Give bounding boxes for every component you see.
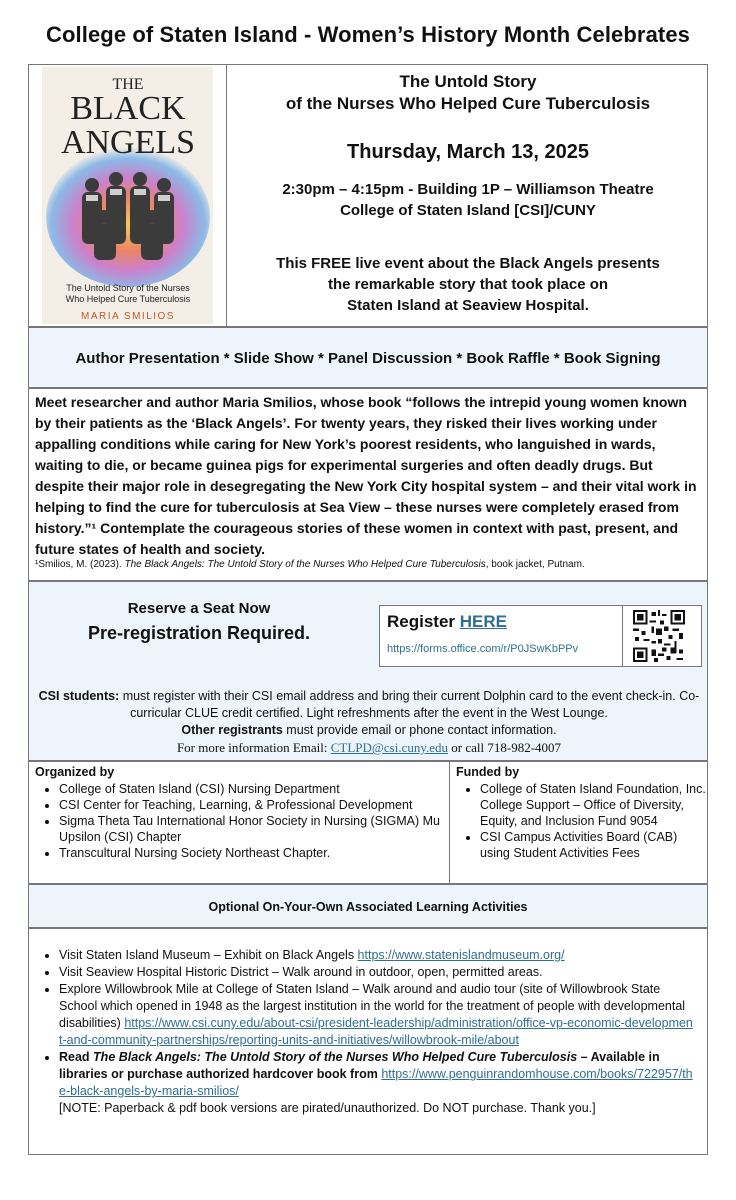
info-prefix: For more information Email: — [176, 740, 331, 755]
funder-item: • CSI Campus Activities Board (CAB) using Student Activities Fees — [480, 829, 709, 861]
register-box — [379, 605, 702, 667]
student-instructions — [35, 688, 703, 756]
footnote-title: The Black Angels: The Untold Story of the Nurses Who Helped Cure Tuberculosis — [124, 559, 486, 570]
cover-title-line1: THE — [112, 76, 144, 93]
penguin-link[interactable]: https://www.penguinrandomhouse.com/books/722957/the-black-angels-by-maria-smilios/ — [59, 1067, 693, 1098]
organizer-item: • CSI Center for Teaching, Learning, & Professional Development — [59, 797, 449, 813]
optional-activities-section — [28, 928, 708, 1155]
activities-banner — [28, 327, 708, 388]
cover-title-line2: BLACK — [70, 90, 186, 127]
activity-item-willowbrook — [59, 981, 695, 1049]
cover-subtitle-line2: Who Helped Cure Tuberculosis — [65, 294, 191, 304]
reserve-seat-text: Reserve a Seat Now — [127, 600, 271, 617]
activity-willowbrook-text: Explore Willowbrook Mile at College of Staten Island – Walk around and audio tour (site of Willowbrook State School which opened in 1948 as the largest institution in the world for the treatment of people with developmental disabilities) — [59, 982, 686, 1030]
organizers-section — [28, 761, 708, 884]
cover-title-line3: ANGELS — [60, 124, 196, 161]
organizer-item: • College of Staten Island (CSI) Nursing Department — [59, 781, 449, 797]
organized-by-heading: Organized by — [35, 765, 115, 779]
more-info — [35, 739, 703, 756]
event-subtitle — [227, 71, 709, 115]
funded-by-column — [449, 762, 709, 883]
event-campus: College of Staten Island [CSI]/CUNY — [340, 202, 596, 219]
footnote-prefix: ¹Smilios, M. (2023). — [35, 559, 125, 570]
footnote-suffix: , book jacket, Putnam. — [485, 559, 585, 570]
page-title: College of Staten Island - Women’s History Month Celebrates — [46, 22, 690, 47]
optional-activities-banner — [28, 884, 708, 928]
organizer-item: • Sigma Theta Tau International Honor Society in Nursing (SIGMA) Mu Upsilon (CSI) Chapter — [59, 813, 449, 845]
cover-subtitle-line1: The Untold Story of the Nurses — [66, 283, 190, 293]
students-label: CSI students: — [38, 689, 120, 703]
piracy-note: [NOTE: Paperback & pdf book versions are pirated/unauthorized. Do NOT purchase. Thank you.] — [59, 1101, 596, 1115]
registration-section — [28, 581, 708, 761]
organized-by-list — [29, 781, 449, 861]
book-cover-image — [42, 67, 213, 324]
contact-email-link[interactable]: CTLPD@csi.cuny.edu — [330, 740, 449, 755]
free-line3: Staten Island at Seaview Hospital. — [347, 297, 589, 314]
students-text: must register with their CSI email address and bring their current Dolphin card to the event check-in. Co-curricular CLUE credit certified. Light refreshments after the event in the West Lounge. — [119, 689, 700, 720]
qr-code-box — [622, 605, 702, 667]
funded-by-list — [450, 781, 709, 861]
other-registrants-note — [35, 722, 703, 739]
activity-item-seaview — [59, 964, 695, 981]
activity-item-museum — [59, 947, 695, 964]
free-line2: the remarkable story that took place on — [327, 276, 609, 293]
activity-museum-text: Visit Staten Island Museum – Exhibit on Black Angels — [59, 948, 358, 962]
read-book-text: – Available in libraries or purchase authorized hardcover book from — [59, 1050, 660, 1081]
activities-list: Author Presentation * Slide Show * Panel Discussion * Book Raffle * Book Signing — [75, 350, 661, 367]
event-time-location — [227, 179, 709, 221]
description-text: Meet researcher and author Maria Smilios, whose book “follows the intrepid young women known by their patients as the ‘Black Angels’. For twenty years, they risked their lives working under appalling conditions while caring for New York’s poorest residents, who languished in wards, waiting to die, or became guinea pigs for experimental surgeries and often deadly drugs. But despite their major role in desegregating the New York City hospital system – and their vital work in helping to find the cure for tuberculosis at Sea View – these nurses were completely erased from history.”¹ Contemplate the courageous stories of these women in context with past, present, and future states of health and society. — [35, 394, 697, 557]
reserve-block — [49, 600, 349, 644]
optional-activities-list — [29, 947, 695, 1100]
optional-activities-heading: Optional On-Your-Own Associated Learning Activities — [208, 900, 528, 914]
free-line1: This FREE live event about the Black Angels presents — [276, 255, 660, 272]
others-text: must provide email or phone contact information. — [282, 723, 557, 737]
event-time: 2:30pm – 4:15pm - Building 1P – Williamson Theatre — [282, 181, 654, 198]
cover-author: MARIA SMILIOS — [81, 311, 175, 322]
footnote — [35, 559, 703, 570]
info-suffix: or call 718-982-4007 — [448, 740, 562, 755]
organized-by-column — [29, 762, 449, 883]
register-label — [387, 612, 507, 632]
activity-item-read-book — [59, 1049, 695, 1100]
others-label: Other registrants — [181, 723, 283, 737]
event-details — [226, 65, 709, 326]
event-subtitle-line1: The Untold Story — [399, 72, 537, 91]
event-subtitle-line2: of the Nurses Who Helped Cure Tuberculosis — [285, 94, 651, 113]
register-label-text: Register — [387, 612, 460, 631]
funded-by-heading: Funded by — [456, 765, 520, 779]
event-date: Thursday, March 13, 2025 — [347, 141, 589, 163]
form-url[interactable]: https://forms.office.com/r/P0JSwKbPPv — [387, 643, 579, 655]
event-header-section — [28, 64, 708, 327]
qr-code-icon[interactable] — [633, 610, 685, 662]
preregistration-text: Pre-registration Required. — [87, 623, 311, 643]
description-section — [28, 388, 708, 581]
museum-link[interactable]: https://www.statenislandmuseum.org/ — [357, 948, 565, 962]
funder-item: • College of Staten Island Foundation, Inc. College Support – Office of Diversity, Equity, and Inclusion Fund 9054 — [480, 781, 709, 829]
event-free-notice — [227, 253, 709, 316]
register-here-link[interactable]: HERE — [459, 612, 507, 631]
organizer-item: • Transcultural Nursing Society Northeast Chapter. — [59, 845, 449, 861]
read-book-title: The Black Angels: The Untold Story of the Nurses Who Helped Cure Tuberculosis — [93, 1050, 578, 1064]
read-prefix: Read — [59, 1050, 94, 1064]
willowbrook-link[interactable]: https://www.csi.cuny.edu/about-csi/president-leadership/administration/office-vp-economic-development-and-community-partnerships/reporting-units-and-initiatives/willowbrook-mile/about — [59, 1016, 693, 1047]
activity-seaview-text: Visit Seaview Hospital Historic District – Walk around in outdoor, open, permitted areas. — [59, 965, 543, 979]
csi-students-note — [35, 688, 703, 722]
